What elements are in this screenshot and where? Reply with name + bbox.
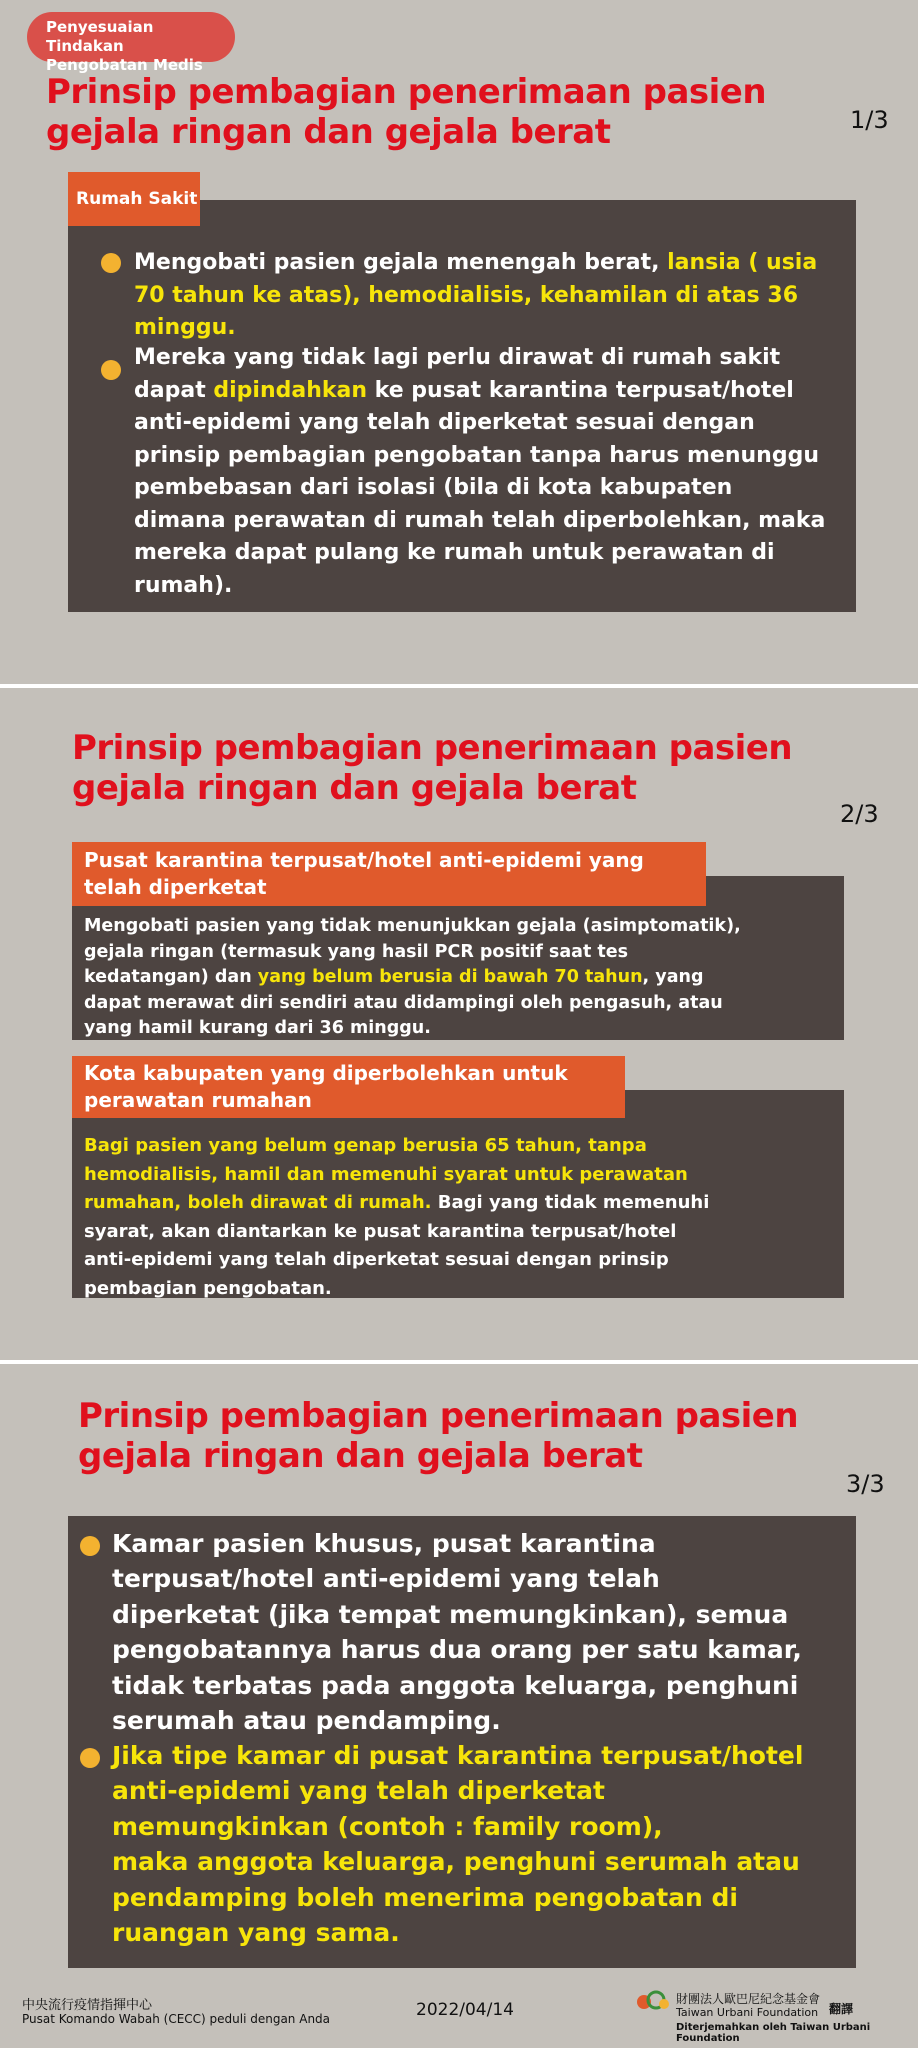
translation-label-cn: 翻譯 <box>829 2002 854 2016</box>
badge-line-1: Penyesuaian Tindakan <box>46 18 154 55</box>
cecc-name-en: Pusat Komando Wabah (CECC) peduli dengan Anda <box>22 2012 331 2026</box>
panel-2 <box>0 688 918 1360</box>
footer <box>0 1978 918 2048</box>
panel-1-title: Prinsip pembagian penerimaan pasien gejala ringan dan gejala berat <box>46 72 767 152</box>
bullet-dot-icon <box>80 1536 100 1556</box>
page-indicator-2: 2/3 <box>840 800 879 828</box>
cecc-name-cn: 中央流行疫情指揮中心 <box>22 1998 153 2013</box>
room-bullet-2: Jika tipe kamar di pusat karantina terpusat/hotel anti-epidemi yang telah diperketat memungkinkan (contoh : family room), maka anggota keluarga, penghuni serumah atau pendamping boleh menerima pengobatan di ruangan yang sama. <box>112 1741 804 1948</box>
translated-by: Diterjemahkan oleh Taiwan Urbani Foundation <box>676 2022 871 2044</box>
home-care-text: Bagi pasien yang belum genap berusia 65 tahun, tanpa hemodialisis, hamil dan memenuhi syarat untuk perawatan rumahan, boleh dirawat di rumah. Bagi yang tidak memenuhi syarat, akan diantarkan ke pusat karantina terpusat/hotel anti-epidemi yang telah diperketat sesuai dengan prinsip pembagian pengobatan. <box>84 1135 710 1299</box>
foundation-name-cn: 財團法人歐巴尼紀念基金會 <box>676 1992 821 2006</box>
bullet-dot-icon <box>101 360 121 380</box>
page-indicator-1: 1/3 <box>850 106 889 134</box>
foundation-logo-icon <box>634 1986 672 2016</box>
bullet-dot-icon <box>101 253 121 273</box>
quarantine-center-text: Mengobati pasien yang tidak menunjukkan gejala (asimptomatik), gejala ringan (termasuk yang hasil PCR positif saat tes kedatangan) dan yang belum berusia di bawah 70 tahun, yang dapat merawat diri sendiri atau didampingi oleh pengasuh, atau yang hamil kurang dari 36 minggu. <box>84 916 741 1039</box>
panel-2-title: Prinsip pembagian penerimaan pasien gejala ringan dan gejala berat <box>72 728 793 808</box>
badge-line-2: Pengobatan Medis <box>46 56 203 74</box>
home-care-header: Kota kabupaten yang diperbolehkan untuk perawatan rumahan <box>72 1056 625 1118</box>
bullet-dot-icon <box>80 1748 100 1768</box>
quarantine-center-header: Pusat karantina terpusat/hotel anti-epidemi yang telah diperketat <box>72 842 706 906</box>
foundation-name-en: Taiwan Urbani Foundation <box>676 2006 819 2019</box>
hospital-tag: Rumah Sakit <box>68 172 200 226</box>
hospital-bullet-2: Mereka yang tidak lagi perlu dirawat di rumah sakit dapat dipindahkan ke pusat karantina terpusat/hotel anti-epidemi yang telah diperketat sesuai dengan prinsip pembagian pengobatan tanpa harus menunggu pembebasan dari isolasi (bila di kota kabupaten dimana perawatan di rumah telah diperbolehkan, maka mereka dapat pulang ke rumah untuk perawatan di rumah). <box>134 345 826 598</box>
hospital-bullet-1: Mengobati pasien gejala menengah berat, lansia ( usia 70 tahun ke atas), hemodialisis, kehamilan di atas 36 minggu. <box>134 250 818 340</box>
panel-3 <box>0 1364 918 1978</box>
room-bullet-1: Kamar pasien khusus, pusat karantina terpusat/hotel anti-epidemi yang telah diperketat (jika tempat memungkinkan), semua pengobatannya harus dua orang per satu kamar, tidak terbatas pada anggota keluarga, penghuni serumah atau pendamping. <box>112 1529 802 1736</box>
category-badge <box>27 12 235 74</box>
panel-3-title: Prinsip pembagian penerimaan pasien gejala ringan dan gejala berat <box>78 1396 799 1476</box>
publish-date: 2022/04/14 <box>416 2000 514 2020</box>
page-indicator-3: 3/3 <box>846 1470 885 1498</box>
panel-1 <box>0 0 918 684</box>
